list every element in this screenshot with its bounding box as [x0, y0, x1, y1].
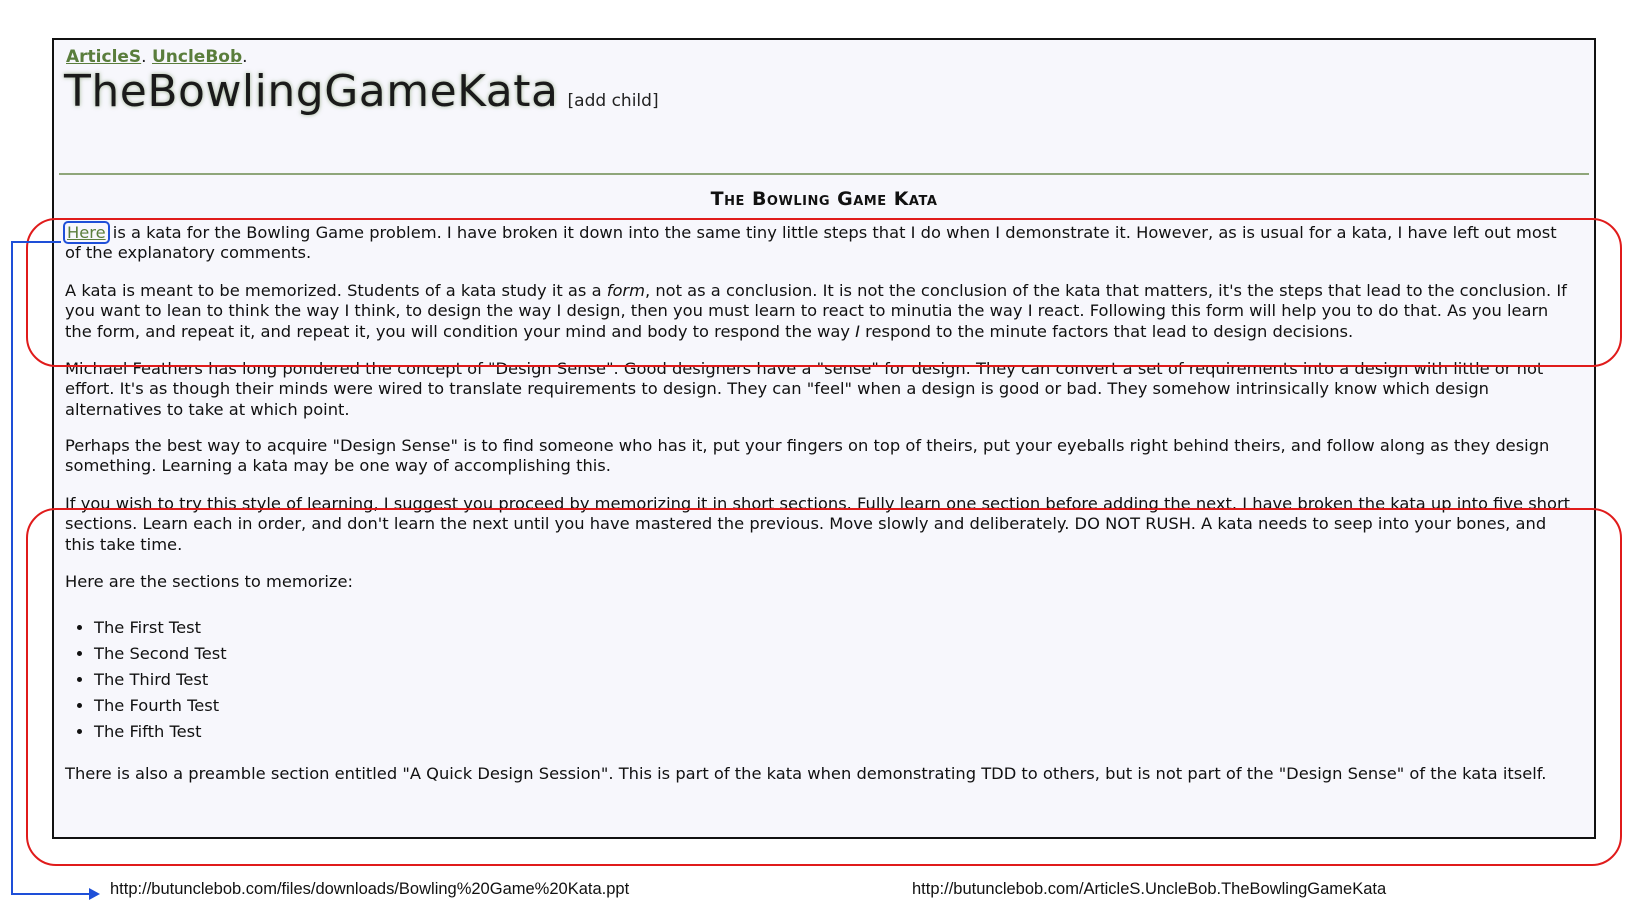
header-divider: [59, 173, 1589, 175]
paragraph-design-sense: Michael Feathers has long pondered the concept of "Design Sense". Good designers have a "sense" for design. They can convert a set of requirements into a design with little or not effort. It's as though their minds were wired to translate requirements to design. They can "feel" when a design is good or bad. They somehow intrinsically know which design alternatives to take at which point.: [65, 359, 1544, 419]
list-item: • The Fifth Test: [94, 719, 227, 745]
add-child-link[interactable]: [add child]: [567, 91, 659, 111]
list-item: • The Third Test: [94, 667, 227, 693]
paragraph-acquire: Perhaps the best way to acquire "Design Sense" is to find someone who has it, put your fingers on top of theirs, put your eyeballs right behind theirs, and follow along as they design something. Learning a kata may be one way of accomplishing this.: [65, 436, 1550, 476]
link-connector-vertical: [11, 241, 13, 895]
paragraph-learning-style: If you wish to try this style of learning, I suggest you proceed by memorizing it in short sections. Fully learn one section before adding the next. I have broken the kata up into five short sections. Learn each in order, and don't learn the next until you have mastered the previous. Move slowly and deliberately. DO NOT RUSH. A kata needs to seep into your bones, and this take time.: [65, 494, 1571, 554]
text-segment: A kata is meant to be memorized. Students of a kata study it as a: [65, 281, 607, 300]
breadcrumb-separator: .: [242, 47, 248, 67]
link-connector-start: [11, 241, 61, 243]
breadcrumb-link-unclebob[interactable]: UncleBob: [151, 47, 243, 67]
list-item: • The Second Test: [94, 641, 227, 667]
list-item: • The Fourth Test: [94, 693, 227, 719]
arrow-right-icon: [89, 888, 100, 900]
paragraph-intro-text: is a kata for the Bowling Game problem. I have broken it down into the same tiny little steps that I do when I demonstrate it. However, as is usual for a kata, I have left out most of the explanatory comments.: [65, 223, 1557, 263]
link-connector-end: [11, 893, 91, 895]
breadcrumb-link-articles[interactable]: ArticleS: [66, 47, 142, 67]
link-target-url: http://butunclebob.com/files/downloads/Bowling%20Game%20Kata.ppt: [110, 880, 630, 898]
page-title: TheBowlingGameKata: [64, 66, 559, 117]
highlight-box-bottom: [26, 508, 1622, 866]
title-row: [64, 66, 659, 117]
emphasis-form: form: [606, 281, 645, 300]
emphasis-i: I: [855, 321, 860, 341]
here-link[interactable]: Here: [67, 223, 106, 242]
list-item: • The First Test: [94, 615, 227, 641]
breadcrumb-separator: .: [141, 47, 147, 67]
highlight-box-top: [26, 218, 1622, 367]
text-segment: respond to the minute factors that lead to design decisions.: [859, 321, 1354, 341]
page-url: http://butunclebob.com/ArticleS.UncleBob.TheBowlingGameKata: [912, 880, 1387, 898]
text-segment: , not as a conclusion. It is not the conclusion of the kata that matters, it's the steps that lead to the conclusion. If you want to lean to think the way I think, to design the way I design, then you must learn to react to minutia the way I react. Following this form will help you to do that. As you learn the form, and repeat it, and repeat it, you will condition your mind and body to respond the way: [65, 281, 1567, 341]
section-heading: The Bowling Game Kata: [710, 188, 938, 210]
paragraph-preamble: There is also a preamble section entitled "A Quick Design Session". This is part of the kata when demonstrating TDD to others, but is not part of the "Design Sense" of the kata itself.: [65, 764, 1547, 783]
breadcrumb: [66, 47, 248, 67]
paragraph-sections-intro: Here are the sections to memorize:: [65, 572, 353, 591]
